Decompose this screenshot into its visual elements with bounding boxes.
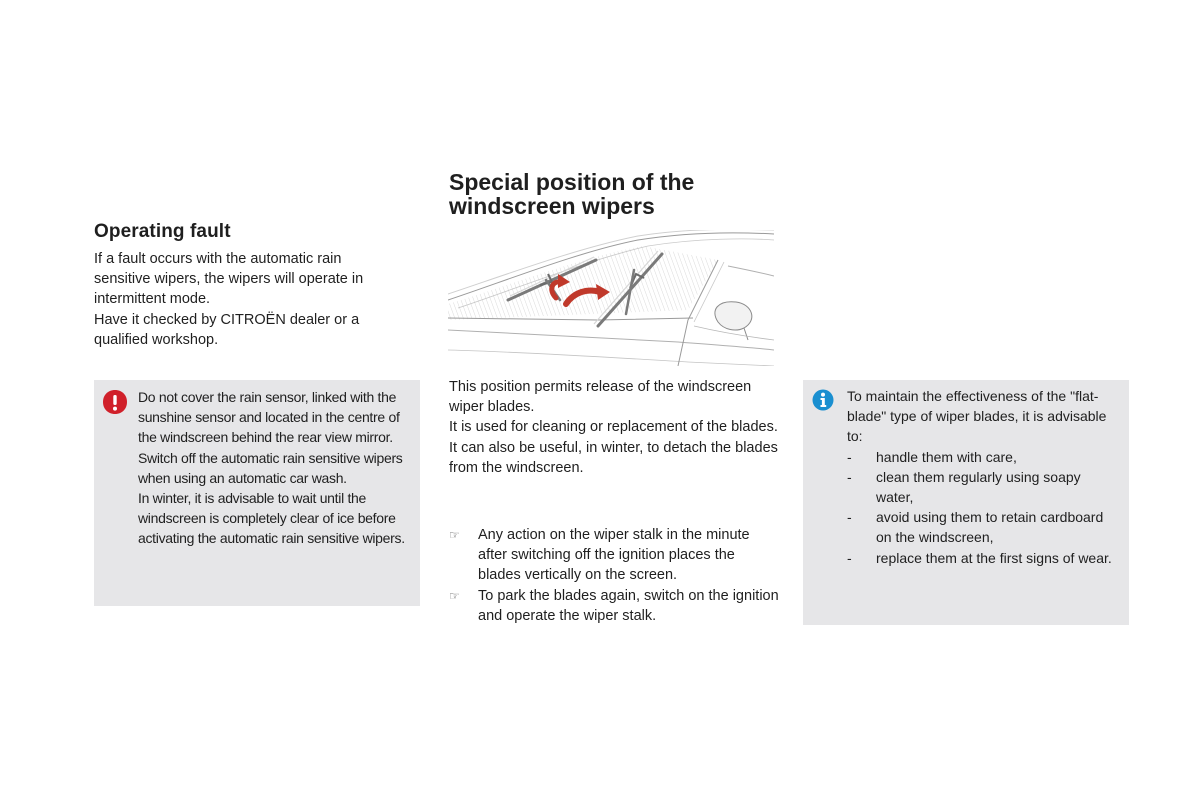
page-title-line-1: Special position of the [449,169,695,195]
warning-box [94,380,420,606]
windscreen-wipers-illustration [448,230,774,366]
info-text [847,386,1117,568]
warning-paragraph: Do not cover the rain sensor, linked with the sunshine sensor and located in the centre of the windscreen behind the rear view mirror. [138,389,400,446]
dash-mark: - [847,468,852,485]
dash-mark: - [847,509,852,526]
pointing-hand-icon: ☞ [449,528,460,542]
wiper-release-text [449,377,779,478]
pointing-hand-icon: ☞ [449,588,460,603]
step-text: To park the blades again, switch on the ignition and operate the wiper stalk. [478,587,779,624]
info-list-text: avoid using them to retain cardboard on the windscreen, [876,509,1104,546]
dash-mark: - [847,448,852,465]
info-list-text: clean them regularly using soapy water, [876,468,1081,506]
info-list-item [847,548,1117,568]
operating-fault-heading: Operating fault [94,221,231,242]
info-list-item [847,447,1117,467]
wiper-steps [449,525,779,626]
info-box [803,380,1129,625]
info-list-text: replace them at the first signs of wear. [876,549,1112,566]
operating-fault-paragraph: If a fault occurs with the automatic rain sensitive wipers, the wipers will operate in intermittent mode. [94,251,364,308]
warning-text [138,387,414,549]
operating-fault-text [94,249,394,350]
info-intro: To maintain the effectiveness of the "flat-blade" type of wiper blades, it is advisable to: [847,388,1107,445]
page-title-line-2: windscreen wipers [449,193,655,219]
warning-paragraph: Switch off the automatic rain sensitive wipers when using an automatic car wash. [138,449,403,486]
info-icon [812,389,834,411]
info-list-text: handle them with care, [876,448,1017,465]
info-list-item [847,507,1117,547]
step-text: Any action on the wiper stalk in the minute after switching off the ignition places the blades vertically on the screen. [478,527,750,584]
warning-paragraph: In winter, it is advisable to wait until the windscreen is completely clear of ice before activating the automatic rain sensitive wipers. [138,490,405,547]
wiper-release-paragraph: It is used for cleaning or replacement of the blades. It can also be useful, in winter, to detach the blades from the windscreen. [449,419,778,476]
dash-mark: - [847,549,852,566]
step-item [449,525,779,586]
info-list-item [847,467,1117,507]
page-title [449,170,694,218]
info-list [847,447,1117,568]
step-item [449,586,779,626]
warning-icon [102,389,128,415]
operating-fault-paragraph: Have it checked by CITROËN dealer or a qualified workshop. [94,311,360,348]
wiper-release-paragraph: This position permits release of the windscreen wiper blades. [449,379,752,416]
